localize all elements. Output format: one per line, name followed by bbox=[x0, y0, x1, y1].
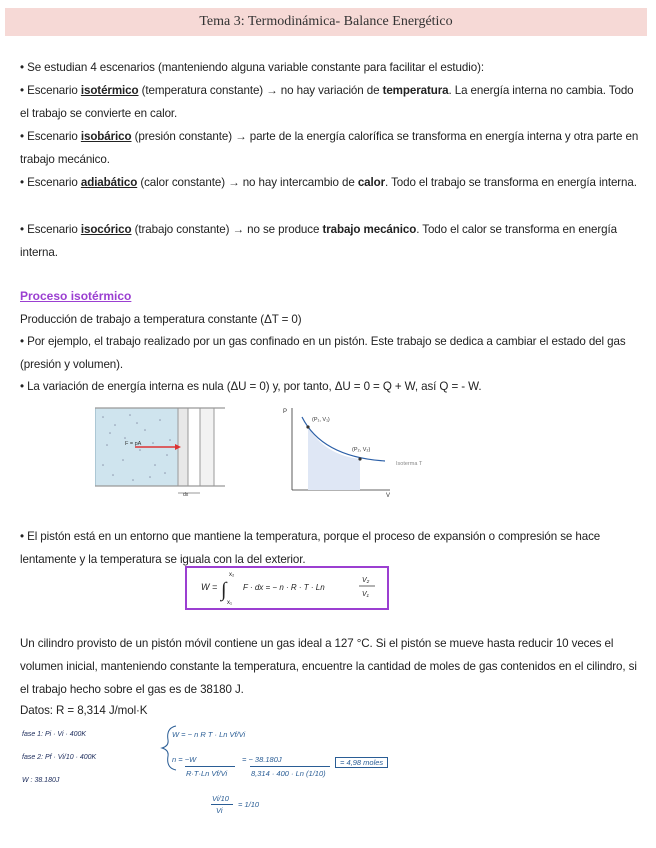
hw-work: W : 38.180J bbox=[22, 777, 60, 784]
bullet-isobarico: • Escenario isobárico (presión constante) → parte de la energía calorífica se transforma en energía interna y otra parte en trabajo mecánico. bbox=[20, 130, 639, 166]
section-line-1: Producción de trabajo a temperatura constante (ΔT = 0) bbox=[20, 313, 302, 326]
point-1 bbox=[306, 425, 309, 428]
bullet-isocorico: • Escenario isocórico (trabajo constante) → no se produce trabajo mecánico. Todo el calor se transforma en energía interna. bbox=[20, 223, 617, 259]
problem-datos: Datos: R = 8,314 J/mol·K bbox=[20, 704, 148, 717]
int-bottom: x₁ bbox=[227, 600, 233, 606]
pv-diagram bbox=[280, 405, 440, 497]
hw-answer: = 4,98 moles bbox=[335, 757, 388, 768]
bullet-adiabatico: • Escenario adiabático (calor constante) → no hay intercambio de calor. Todo el trabajo se transforma en energía interna. bbox=[20, 176, 637, 189]
work-formula bbox=[185, 566, 389, 610]
hw-frac-line-2 bbox=[250, 766, 330, 767]
formula-frac-num: V₂ bbox=[362, 577, 370, 584]
dx-label: dx bbox=[183, 492, 189, 497]
hw-note-eq: = 1/10 bbox=[238, 800, 260, 809]
piston-figure bbox=[95, 405, 230, 497]
integral-icon: ∫ bbox=[221, 579, 227, 601]
p-axis-label: P bbox=[283, 409, 288, 415]
title-bar bbox=[5, 8, 647, 36]
hw-eq-2a: n = −W bbox=[172, 755, 197, 764]
hw-note-bottom: Vi bbox=[216, 806, 223, 815]
intro-line: • Se estudian 4 escenarios (manteniendo alguna variable constante para facilitar el estudio): bbox=[20, 61, 484, 74]
page-title: Tema 3: Termodinámica- Balance Energético bbox=[199, 14, 453, 29]
point-1-label: (P₁, V₁) bbox=[312, 417, 330, 423]
formula-integrand: F · dx = − n · R · T · Ln bbox=[243, 583, 325, 592]
point-2 bbox=[358, 457, 361, 460]
section-line-4: • El pistón está en un entorno que mantiene la temperatura, porque el proceso de expansión o compresión se hace lentamente y la temperatura se iguala con la del exterior. bbox=[20, 530, 601, 566]
hw-frac-line-1 bbox=[185, 766, 235, 767]
section-line-3: • La variación de energía interna es nula (ΔU = 0) y, por tanto, ΔU = 0 = Q + W, así Q = - W. bbox=[20, 380, 482, 393]
hw-fase-2: fase 2: Pf · Vi/10 · 400K bbox=[22, 754, 97, 761]
force-label: F = pA bbox=[125, 441, 142, 447]
v-axis-label: V bbox=[386, 493, 391, 497]
hw-note-line bbox=[211, 804, 233, 805]
hw-eq-2b: R·T·Ln Vf/Vi bbox=[186, 769, 228, 778]
section-line-2: • Por ejemplo, el trabajo realizado por un gas confinado en un pistón. Este trabajo se dedica a cambiar el estado del gas (presión y volumen). bbox=[20, 335, 626, 371]
hw-fase-1: fase 1: Pi · Vi · 400K bbox=[22, 731, 87, 738]
hw-eq-3b: 8,314 · 400 · Ln (1/10) bbox=[251, 769, 326, 778]
bullet-isotermico: • Escenario isotérmico (temperatura constante) → no hay variación de temperatura. La energía interna no cambia. Todo el trabajo se convierte en calor. bbox=[20, 84, 634, 120]
hw-eq-1: W = − n R T · Ln Vf/Vi bbox=[172, 730, 246, 739]
hw-eq-3a: = − 38.180J bbox=[242, 755, 282, 764]
hw-note-top: Vi/10 bbox=[212, 794, 229, 803]
isotherm-label: Isoterma T bbox=[396, 461, 423, 467]
section-heading: Proceso isotérmico bbox=[20, 289, 132, 303]
point-2-label: (P₂, V₂) bbox=[352, 447, 371, 453]
formula-w: W = bbox=[201, 582, 218, 592]
formula-frac-den: V₁ bbox=[362, 591, 369, 598]
problem-text: Un cilindro provisto de un pistón móvil contiene un gas ideal a 127 °C. Si el pistón se mueve hasta reducir 10 veces el volumen inicial, manteniendo constante la temperatura, encuentre la cantidad de moles de gas contenidos en el cilindro, si el trabajo hecho sobre el gas es de 38180 J. bbox=[20, 637, 637, 696]
int-top: x₂ bbox=[229, 572, 235, 578]
